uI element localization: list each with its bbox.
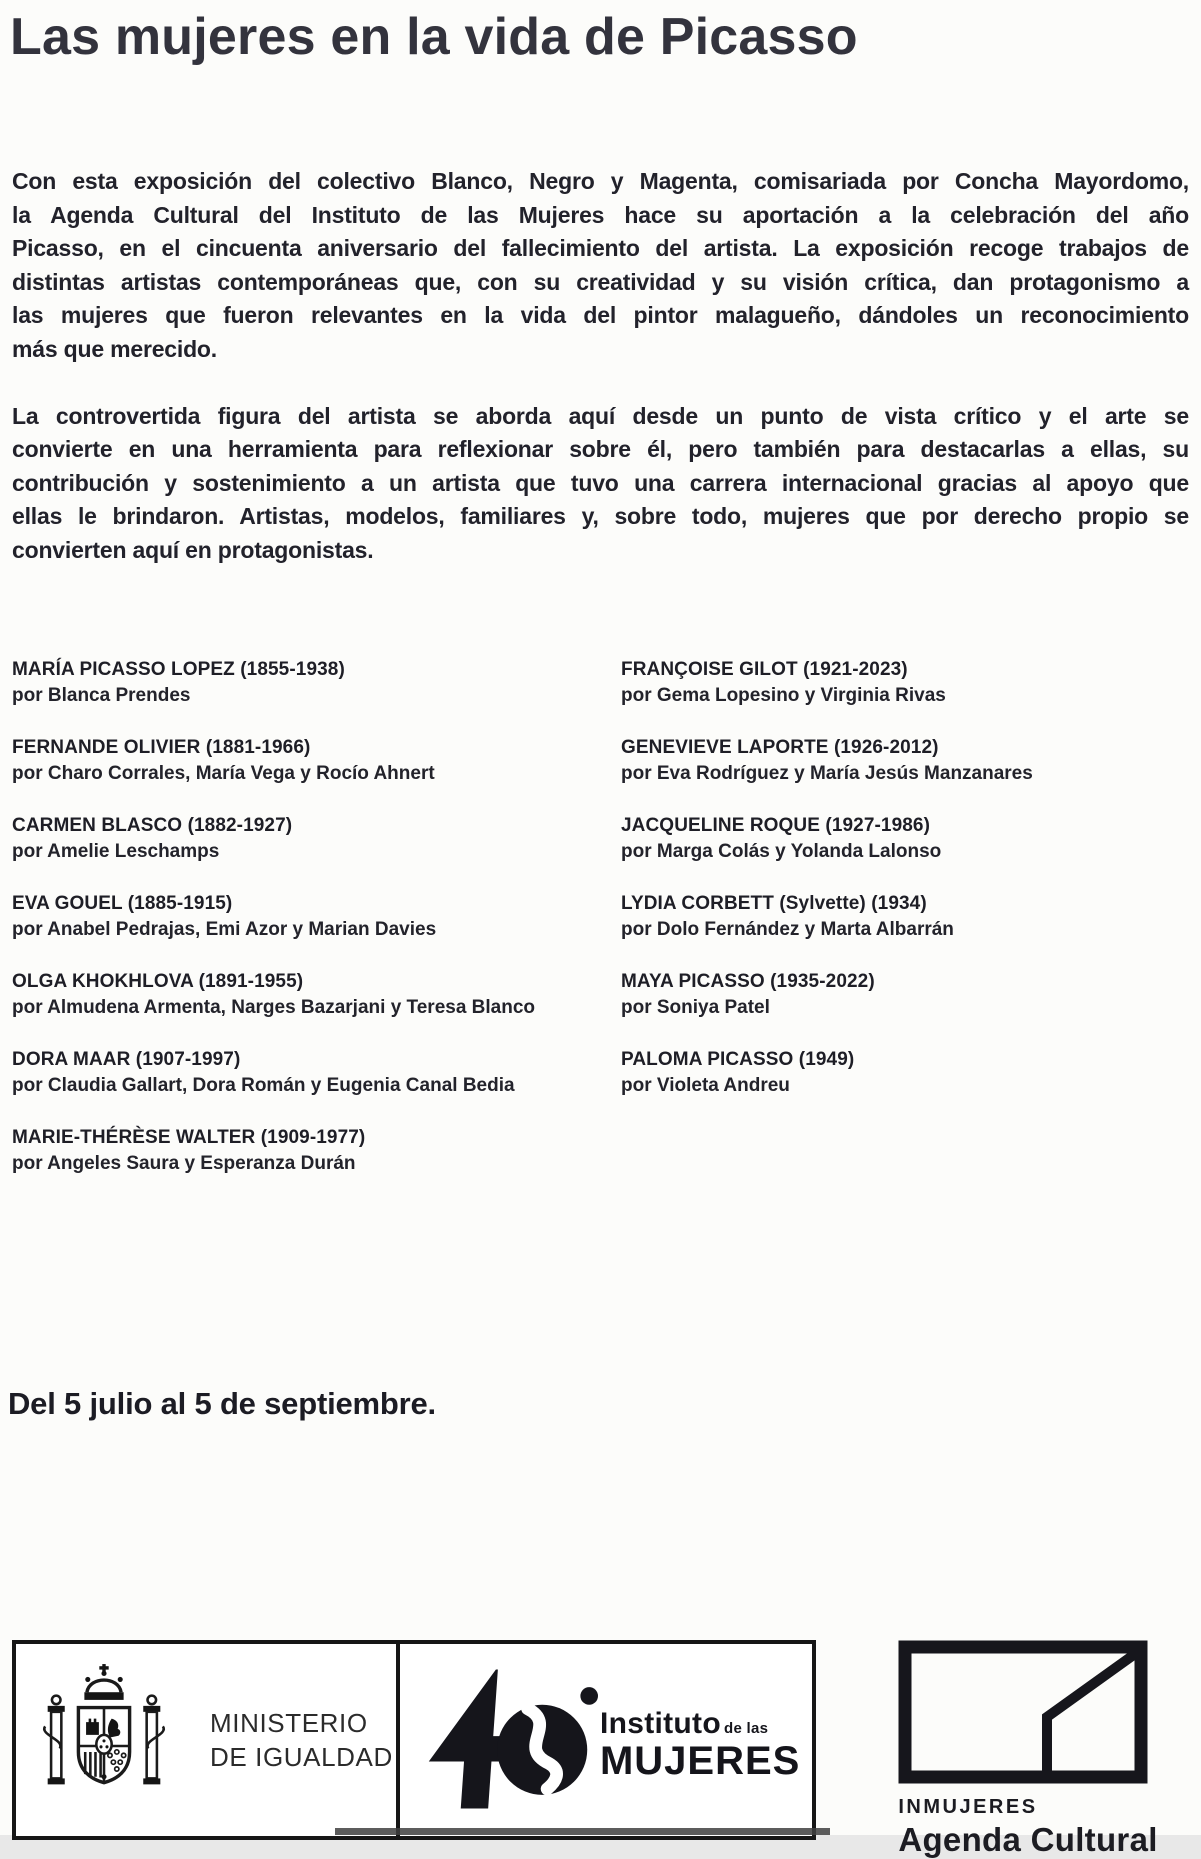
- artist-authors: por Soniya Patel: [621, 996, 770, 1018]
- inmujeres-label: INMUJERES: [898, 1795, 1038, 1818]
- artist-authors: por Almudena Armenta, Narges Bazarjani y Teresa Blanco: [12, 996, 536, 1018]
- artist-name: MARÍA PICASSO LOPEZ (1855-1938): [12, 658, 345, 680]
- de-las-word: de las: [723, 1720, 769, 1738]
- forty-anniversary-icon: [412, 1665, 598, 1815]
- ministry-logo: [16, 1644, 396, 1836]
- artist-name: GENEVIEVE LAPORTE (1926-2012): [621, 736, 939, 758]
- paragraph-line: distintas artistas contemporáneas que, con su creatividad y su visión crítica, dan protagonismo a: [12, 268, 1189, 295]
- artist-authors: por Blanca Prendes: [12, 684, 191, 706]
- artist-entry: [12, 891, 621, 943]
- instituto-mujeres-logo: [396, 1644, 812, 1836]
- ministry-name-line2: DE IGUALDAD: [210, 1741, 393, 1772]
- paragraph-line: la Agenda Cultural del Instituto de las Mujeres hace su aportación a la celebración del año: [12, 201, 1189, 228]
- artist-entry: [621, 813, 1189, 865]
- artist-column-left: [12, 657, 621, 1203]
- paragraph-line: La controvertida figura del artista se aborda aquí desde un punto de vista crítico y el arte se: [12, 402, 1189, 429]
- artist-entry: [12, 969, 621, 1021]
- paragraph-line: ellas le brindaron. Artistas, modelos, familiares y, sobre todo, mujeres que por derecho propio se: [12, 503, 1189, 530]
- artist-authors: por Dolo Fernández y Marta Albarrán: [621, 918, 954, 940]
- agenda-cultural-label: Agenda Cultural: [898, 1820, 1158, 1858]
- ministry-name: [210, 1706, 393, 1774]
- paragraph: [12, 165, 1189, 367]
- artist-entry: [621, 1047, 1189, 1099]
- artist-name: MARIE-THÉRÈSE WALTER (1909-1977): [12, 1126, 366, 1148]
- instituto-mujeres-wordmark: [599, 1707, 801, 1784]
- scan-artifact: [335, 1828, 830, 1835]
- paragraph-line: Picasso, en el cincuenta aniversario del fallecimiento del artista. La exposición recoge trabajos de: [12, 235, 1189, 262]
- artist-authors: por Amelie Leschamps: [12, 840, 220, 862]
- artist-entry: [12, 813, 621, 865]
- inmujeres-agenda-logo: [898, 1640, 1189, 1859]
- artist-entry: [621, 657, 1189, 709]
- artist-entry: [621, 891, 1189, 943]
- artist-name: EVA GOUEL (1885-1915): [12, 892, 233, 914]
- ministry-name-line1: MINISTERIO: [210, 1707, 368, 1738]
- paragraph-line: más que merecido.: [12, 335, 217, 362]
- artist-entry: [621, 735, 1189, 787]
- artist-entry: [12, 657, 621, 709]
- artist-name: PALOMA PICASSO (1949): [621, 1048, 855, 1070]
- artist-list: [12, 657, 1189, 1203]
- artist-name: OLGA KHOKHLOVA (1891-1955): [12, 970, 304, 992]
- government-logo-box: [12, 1640, 816, 1840]
- artist-authors: por Gema Lopesino y Virginia Rivas: [621, 684, 946, 706]
- artist-entry: [12, 735, 621, 787]
- artist-entry: [621, 969, 1189, 1021]
- artist-entry: [12, 1125, 621, 1177]
- artist-authors: por Anabel Pedrajas, Emi Azor y Marian Davies: [12, 918, 437, 940]
- artist-name: LYDIA CORBETT (Sylvette) (1934): [621, 892, 927, 914]
- exhibition-dates: Del 5 julio al 5 de septiembre.: [8, 1385, 436, 1421]
- paragraph-line: Con esta exposición del colectivo Blanco, Negro y Magenta, comisariada por Concha Mayordomo,: [12, 168, 1189, 194]
- artist-authors: por Charo Corrales, María Vega y Rocío Ahnert: [12, 762, 435, 784]
- artist-name: JACQUELINE ROQUE (1927-1986): [621, 814, 931, 836]
- paragraph-line: las mujeres que fueron relevantes en la vida del pintor malagueño, dándoles un reconocimiento: [12, 302, 1189, 329]
- artist-authors: por Marga Colás y Yolanda Lalonso: [621, 840, 942, 862]
- instituto-word: Instituto: [599, 1707, 721, 1741]
- artist-authors: por Violeta Andreu: [621, 1074, 790, 1096]
- artist-authors: por Eva Rodríguez y María Jesús Manzanares: [621, 762, 1033, 784]
- mujeres-word: MUJERES: [599, 1739, 801, 1784]
- spain-coat-of-arms-icon: [40, 1661, 168, 1819]
- artist-name: MAYA PICASSO (1935-2022): [621, 970, 875, 992]
- paragraph: [12, 400, 1189, 568]
- artist-entry: [12, 1047, 621, 1099]
- artist-authors: por Claudia Gallart, Dora Román y Eugenia Canal Bedia: [12, 1074, 515, 1096]
- paragraph-line: contribución y sostenimiento a un artista que tuvo una carrera internacional gracias al apoyo que: [12, 469, 1189, 496]
- artist-name: DORA MAAR (1907-1997): [12, 1048, 241, 1070]
- footer-logos: [12, 1640, 1189, 1859]
- artist-name: FERNANDE OLIVIER (1881-1966): [12, 736, 311, 758]
- paragraph-line: convierte en una herramienta para reflexionar sobre él, pero también para destacarlas a ellas, su: [12, 436, 1189, 463]
- intro-paragraphs: [12, 165, 1189, 568]
- artist-column-right: [621, 657, 1189, 1203]
- artist-name: CARMEN BLASCO (1882-1927): [12, 814, 293, 836]
- artist-name: FRANÇOISE GILOT (1921-2023): [621, 658, 908, 680]
- inmujeres-door-icon: [898, 1640, 1189, 1784]
- paragraph-line: convierten aquí en protagonistas.: [12, 536, 374, 563]
- page-title: Las mujeres en la vida de Picasso: [10, 8, 858, 66]
- artist-authors: por Angeles Saura y Esperanza Durán: [12, 1152, 356, 1174]
